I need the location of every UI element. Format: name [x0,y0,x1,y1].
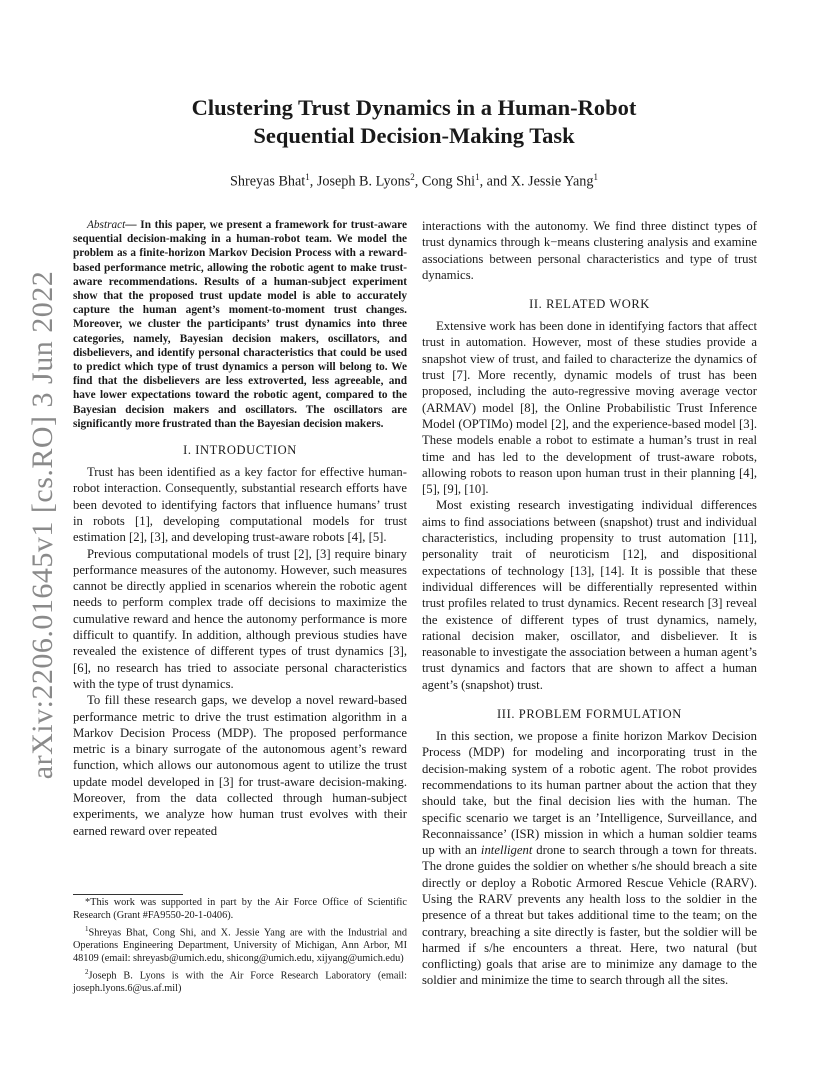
footnote-affiliation-1-text: Shreyas Bhat, Cong Shi, and X. Jessie Yang are with the Industrial and Operations Engineering Department, University of Michigan, Ann Arbor, MI 48109 (email: shreyasb@umich.edu, shicong@umich.edu, xijyang@umich.edu) [73,927,407,964]
related-paragraph-2: Most existing research investigating individual differences aims to find associations between (snapshot) trust and individual characteristics, including propensity to trust automation [11], personality trait of neuroticism [12], and dispositional expectations of technology [13], [14]. It is possible that these individual differences will be differentially represented within trust profiles related to trust dynamics. Recent research [3] reveal the existence of different types of trust dynamics, namely, rational decision maker, oscillator, and disbeliever. It is reasonable to investigate the association between a human agent’s trust dynamics and factors that are shown to affect a human agent’s (snapshot) trust. [422,498,757,692]
author-4: X. Jessie Yang [510,173,594,190]
intro-paragraph-3-continued: interactions with the autonomy. We find three distinct types of trust dynamics through k−means clustering analysis and examine associations between personal characteristics and type of trust dynamics. [422,219,757,282]
author-1: Shreyas Bhat [229,173,306,190]
abstract-text: — In this paper, we present a framework for trust-aware sequential decision-making in a human-robot team. We model the problem as a finite-horizon Markov Decision Process with a reward-based performance metric, allowing the robotic agent to make trust-aware recommendations. Results of a human-subject experiment show that the proposed trust update model is able to accurately capture the human agent’s moment-to-moment trust changes. Moreover, we cluster the participants’ trust dynamics into three categories, namely, Bayesian decision makers, oscillators, and disbelievers, and identify personal characteristics that could be used to predict which type of trust dynamics a person will belong to. We find that the disbelievers are less extroverted, less agreeable, and have lower expectations toward the robotic agent, compared to the Bayesian decision makers and oscillators. The oscillators are significantly more frustrated than the Bayesian decision makers. [73,219,407,430]
footnote-affiliation-2 [73,966,407,996]
author-4-affil: 1 [593,172,598,182]
footnote-affiliation-1 [73,923,407,965]
problem-paragraph-1 [422,728,757,989]
section-heading-problem-formulation: III. PROBLEM FORMULATION [497,707,682,722]
related-paragraph-1: Extensive work has been done in identifying factors that affect trust in automation. However, most of these studies provide a snapshot view of trust, and failed to characterize the dynamics of trust [7]. More recently, dynamic models of trust has been proposed, including the auto-regressive moving average vector (ARMAV) model [8], the Online Probabilistic Trust Inference Model (OPTIMo) model [2], and the experience-based model [3]. These models enable a robot to estimate a human’s trust in real time and has led to the development of trust-aware robots, allowing robots to reason upon human trust in their planning [4], [5], [9], [10]. [422,319,757,497]
author-sep-1: , [309,173,317,190]
intro-paragraph-3: To fill these research gaps, we develop a novel reward-based performance metric to drive the trust estimation algorithm in a Markov Decision Process (MDP). The proposed performance metric is a binary surrogate of the autonomous agent’s reward function, which allows our autonomous agent to utilize the trust update model developed in [3] for trust-aware decision-making. Moreover, from the data collected through human-subject experiments, we analyze how human trust evolves with their earned reward over repeated [73,693,407,838]
intro-paragraph-2: Previous computational models of trust [2], [3] require binary performance measures of the autonomy. However, such measures cannot be directly applied in scenarios wherein the robotic agent needs to perform complex trade off decisions to maximize the cumulative reward and hence the autonomy performance is more difficult to quantify. In addition, although previous studies have revealed the existence of different types of trust dynamics [3], [6], no research has tried to associate personal characteristics with the type of trust dynamics. [73,546,407,691]
paper-title [74,94,754,150]
footnote-divider [73,894,183,895]
title-line-1: Clustering Trust Dynamics in a Human-Robot [191,95,637,120]
footnotes [73,897,407,997]
footnote-affiliation-2-mark: 2 [85,968,89,977]
author-2: Joseph B. Lyons [316,173,411,190]
title-line-2: Sequential Decision-Making Task [253,123,575,148]
problem-paragraph-1-emphasis: intelligent [480,843,533,858]
section-heading-related-work: II. RELATED WORK [529,297,650,312]
abstract-label: Abstract [87,219,126,231]
author-1-affil: 1 [305,172,310,182]
footnote-affiliation-2-text: Joseph B. Lyons is with the Air Force Research Laboratory (email: joseph.lyons.6@us.af.mil) [73,970,407,995]
abstract [73,218,407,431]
right-column [422,218,757,989]
author-sep-3: , and [479,173,511,190]
arxiv-id-text: arXiv:2206.01645v1 [cs.RO] 3 Jun 2022 [26,270,59,780]
footnote-funding: *This work was supported in part by the Air Force Office of Scientific Research (Grant #FA9550-20-1-0406). [73,897,407,921]
footnote-affiliation-1-mark: 1 [85,925,89,934]
section-heading-introduction: I. INTRODUCTION [183,443,297,458]
author-3-affil: 1 [475,172,480,182]
problem-paragraph-1-part-a: In this section, we propose a finite horizon Markov Decision Process (MDP) for modeling and incorporating trust in the decision-making system of a robotic agent. The robot provides recommendations to its human partner about the action that they should take, but the final decision lies with the human. The specific scenario we target is an ’Intelligence, Surveillance, and Reconnaissance’ (ISR) mission in which a human soldier teams up with an [422,729,757,858]
problem-paragraph-1-part-b: drone to search through a town for threats. The drone guides the soldier on whether s/he should breach a site directly or deploy a Robotic Armored Rescue Vehicle (RARV). Using the RARV prevents any health loss to the soldier in the presence of a threat but takes additional time to the team; on the contrary, breaching a site directly is faster, but the soldier will be harmed if s/he encounters a threat. Here, two natural (but conflicting) goals that arise are to minimize any damage to the soldier and minimize the time to search through all the sites. [422,843,757,988]
author-list [74,172,754,191]
arxiv-side-identifier [18,270,68,780]
author-3: Cong Shi [421,173,476,190]
author-2-affil: 2 [410,172,415,182]
author-sep-2: , [414,173,422,190]
left-column [73,218,407,839]
intro-paragraph-1: Trust has been identified as a key factor for effective human-robot interaction. Consequently, substantial research efforts have been devoted to identifying factors that influence humans’ trust in robots [1], developing computational models for trust estimation [2], [3], and developing trust-aware robots [4], [5]. [73,465,407,545]
